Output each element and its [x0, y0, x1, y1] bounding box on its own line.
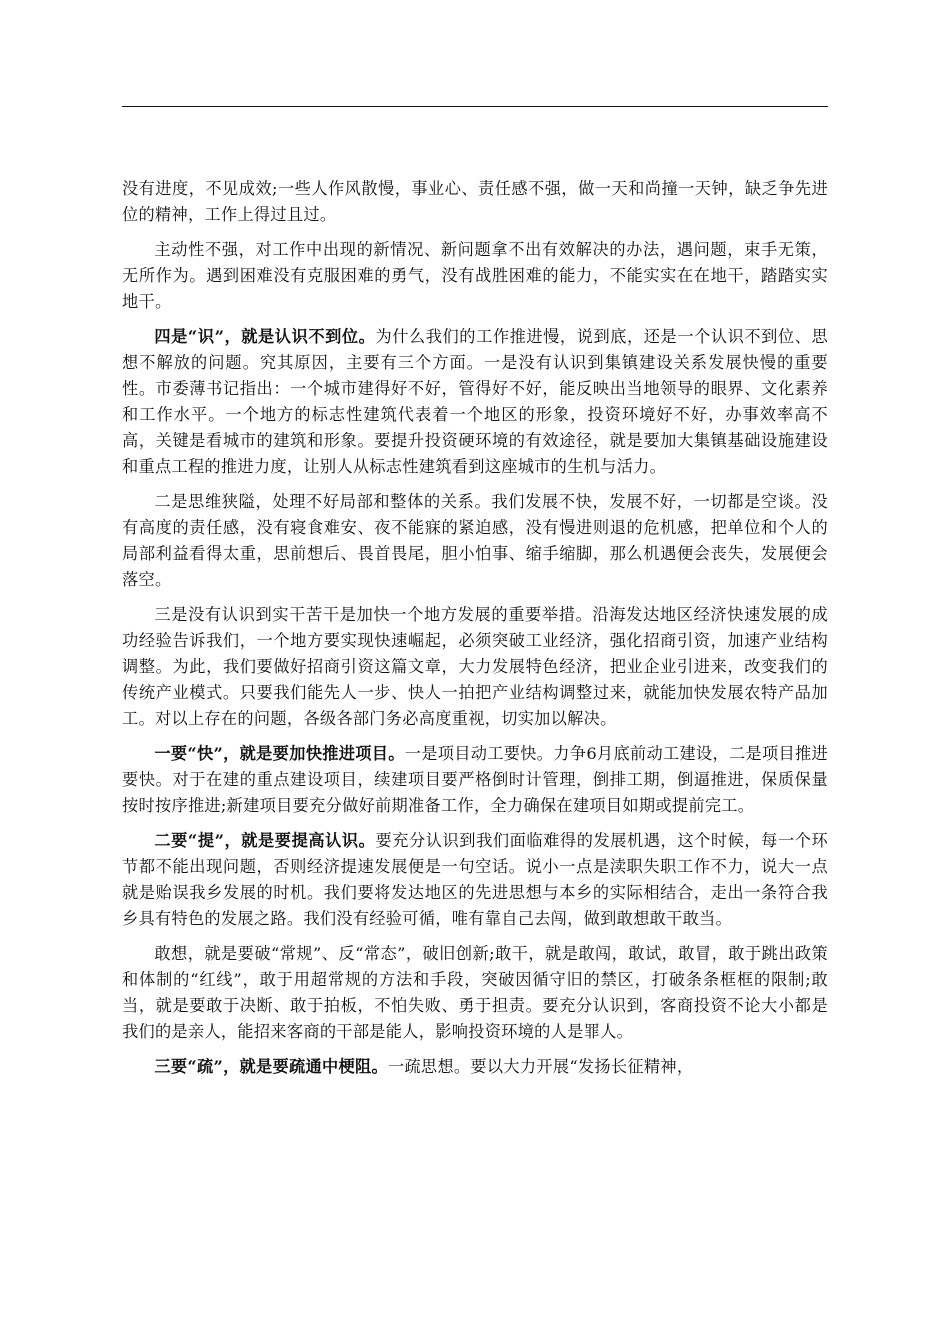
paragraph-4-text: 二是思维狭隘，处理不好局部和整体的关系。我们发展不快，发展不好，一切都是空谈。没有高度的责任感，没有寝食难安、夜不能寐的紧迫感，没有慢进则退的危机感，把单位和个人的局部利益看得太重，思前想后、畏首畏尾，胆小怕事、缩手缩脚，那么机遇便会丧失，发展便会落空。 [122, 492, 828, 589]
paragraph-9 [122, 1054, 828, 1080]
paragraph-2-text: 主动性不强，对工作中出现的新情况、新问题拿不出有效解决的办法，遇问题，束手无策，无所作为。遇到困难没有克服困难的勇气，没有战胜困难的能力，不能实实在在地干，踏踏实实地干。 [122, 240, 828, 311]
paragraph-1-text: 没有进度，不见成效;一些人作风散慢，事业心、责任感不强，做一天和尚撞一天钟，缺乏争先进位的精神，工作上得过且过。 [122, 179, 828, 224]
paragraph-9-lead: 三要“疏”，就是要疏通中梗阻。 [154, 1057, 388, 1076]
document-body [122, 176, 828, 1089]
paragraph-3-text: 为什么我们的工作推进慢，说到底，还是一个认识不到位、思想不解放的问题。究其原因，主要有三个方面。一是没有认识到集镇建设关系发展快慢的重要性。市委薄书记指出：一个城市建得好不好，管得好不好，能反映出当地领导的眼界、文化素养和工作水平。一个地方的标志性建筑代表着一个地区的形象，投资环境好不好，办事效率高不高，关键是看城市的建筑和形象。要提升投资硬环境的有效途径，就是要加大集镇基础设施建设和重点工程的推进力度，让别人从标志性建筑看到这座城市的生机与活力。 [122, 327, 828, 476]
paragraph-5 [122, 602, 828, 732]
paragraph-6-lead: 一要“快”，就是要加快推进项目。 [154, 744, 405, 763]
paragraph-8-text: 敢想，就是要破“常规”、反“常态”，破旧创新;敢干，就是敢闯，敢试，敢冒，敢于跳出政策和体制的“红线”，敢于用超常规的方法和手段，突破因循守旧的禁区，打破条条框框的限制;敢当，就是要敢于决断、敢于拍板，不怕失败、勇于担责。要充分认识到，客商投资不论大小都是我们的是亲人，能招来客商的干部是能人，影响投资环境的人是罪人。 [122, 944, 828, 1041]
paragraph-5-text: 三是没有认识到实干苦干是加快一个地方发展的重要举措。沿海发达地区经济快速发展的成功经验告诉我们，一个地方要实现快速崛起，必须突破工业经济，强化招商引资，加速产业结构调整。为此，我们要做好招商引资这篇文章，大力发展特色经济，把业企业引进来，改变我们的传统产业模式。只要我们能先人一步、快人一拍把产业结构调整过来，就能加快发展农特产品加工。对以上存在的问题，各级各部门务必高度重视，切实加以解决。 [122, 605, 828, 728]
paragraph-7-lead: 二要“提”，就是要提高认识。 [154, 831, 376, 850]
paragraph-8 [122, 941, 828, 1045]
paragraph-7 [122, 828, 828, 932]
header-rule [122, 106, 828, 107]
paragraph-3 [122, 324, 828, 480]
paragraph-3-lead: 四是“识”，就是认识不到位。 [154, 327, 376, 346]
paragraph-6-text: 一是项目动工要快。力争6月底前动工建设，二是项目推进要快。对于在建的重点建设项目，续建项目要严格倒时计管理，倒排工期，倒逼推进，保质保量按时按序推进;新建项目要充分做好前期准备工作，全力确保在建项目如期或提前完工。 [122, 744, 829, 815]
paragraph-1 [122, 176, 828, 228]
paragraph-2 [122, 237, 828, 315]
paragraph-9-text: 一疏思想。要以大力开展“发扬长征精神， [387, 1057, 694, 1076]
paragraph-4 [122, 489, 828, 593]
paragraph-6 [122, 741, 828, 819]
paragraph-7-text: 要充分认识到我们面临难得的发展机遇，这个时候，每一个环节都不能出现问题，否则经济提速发展便是一句空话。说小一点是渎职失职工作不力，说大一点就是贻误我乡发展的时机。我们要将发达地区的先进思想与本乡的实际相结合，走出一条符合我乡具有特色的发展之路。我们没有经验可循，唯有靠自己去闯，做到敢想敢干敢当。 [122, 831, 828, 928]
